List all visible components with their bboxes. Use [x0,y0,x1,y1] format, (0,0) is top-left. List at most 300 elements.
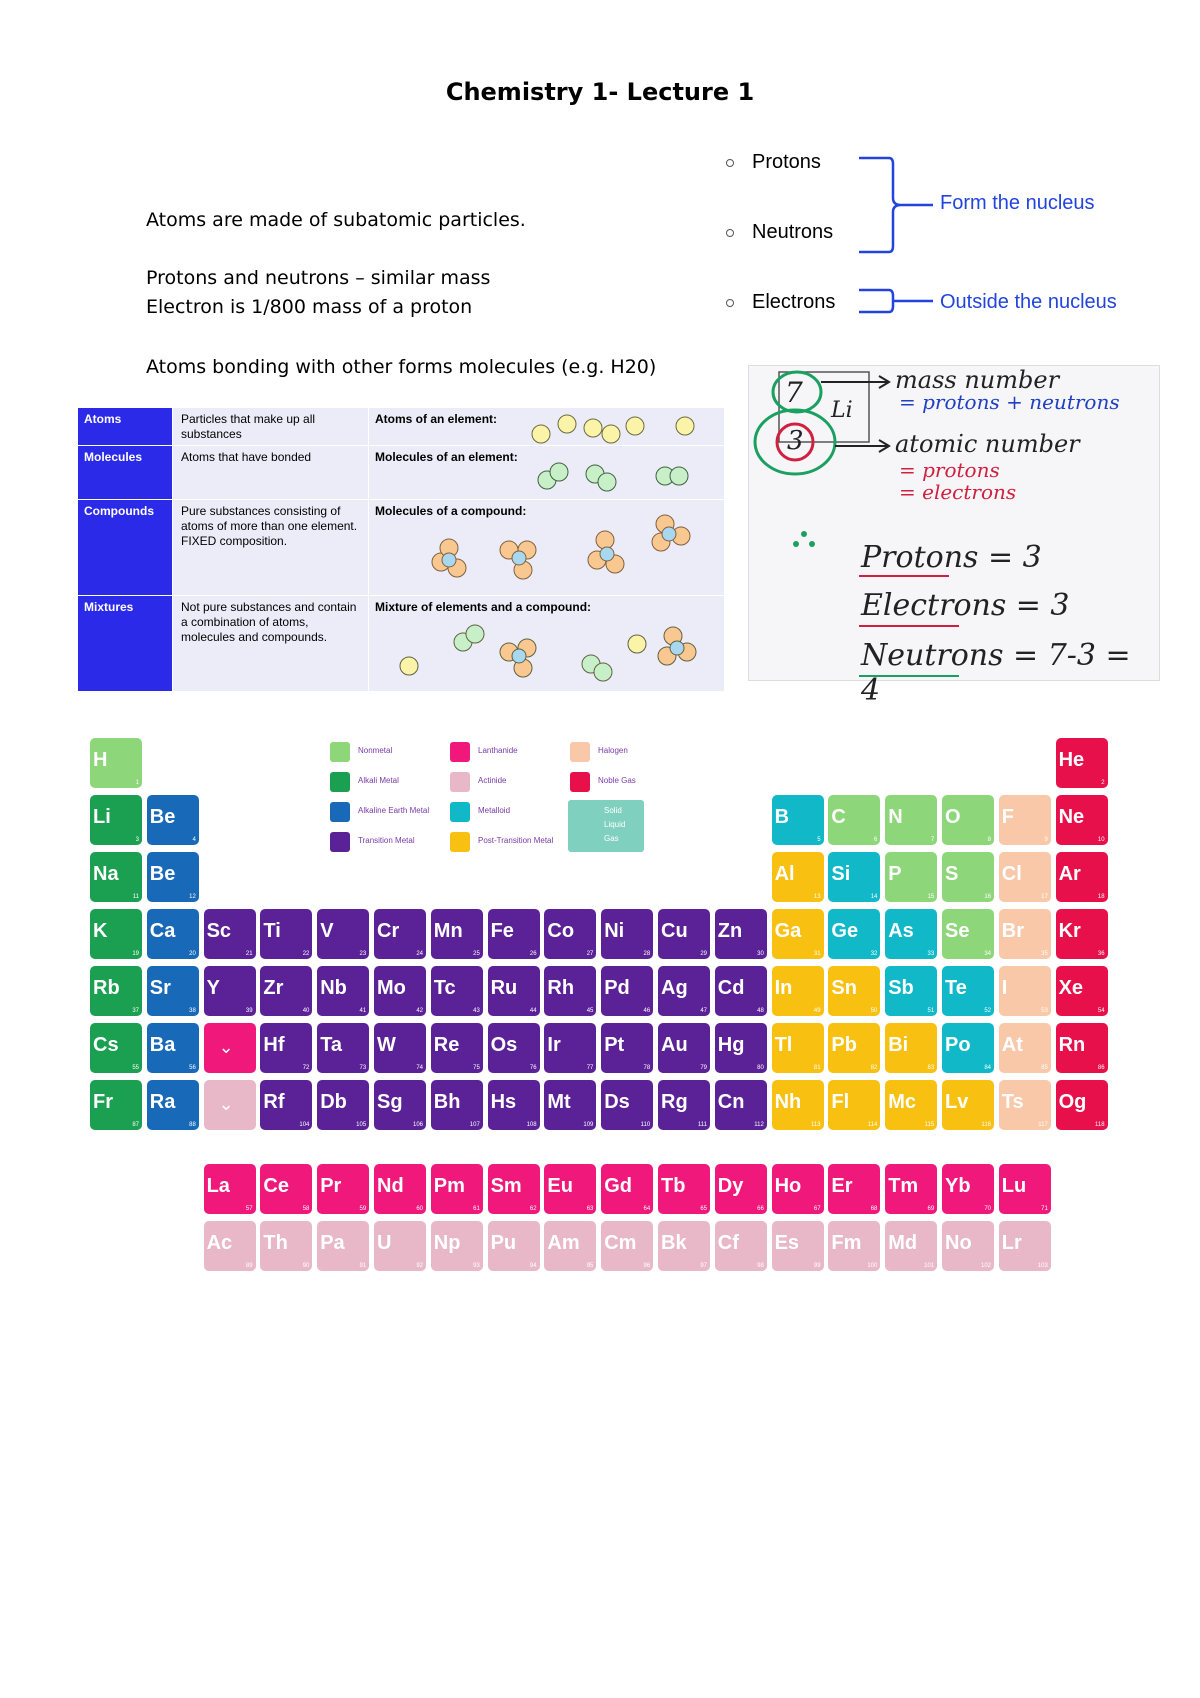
matter-types-table [78,408,724,692]
atomic-number: 57 [245,1206,253,1212]
element-symbol: I [1001,977,1008,999]
element-nb [317,966,369,1016]
element-tl [772,1023,824,1073]
nucleus-label: Form the nucleus [940,192,1095,214]
atomic-number: 84 [984,1065,991,1071]
element-symbol: Pa [320,1232,345,1254]
atomic-number: 39 [245,1008,253,1014]
atomic-number-eq-protons: = protons [899,458,1000,482]
element-symbol: Lr [1001,1232,1022,1254]
atomic-number: 114 [867,1122,878,1128]
atomic-number: 88 [189,1122,196,1128]
element-symbol: Au [661,1034,688,1056]
element-symbol: Mo [377,977,406,999]
brace-icon [855,150,935,320]
element-rb [90,966,142,1016]
element-k [90,909,142,959]
bullet-icon [726,159,734,167]
mass-number-equation: = protons + neutrons [899,390,1120,414]
term-cell: Mixtures [78,596,172,692]
element-eu [544,1164,596,1214]
element-symbol: F [1001,806,1015,828]
element-tm [885,1164,937,1214]
element-no [942,1221,994,1271]
legend-label: Lanthanide [478,746,518,755]
atomic-number: 15 [927,894,935,900]
element-symbol: Er [831,1175,853,1197]
element-zn [715,909,767,959]
element-symbol: Ba [149,1034,176,1056]
element-i [999,966,1051,1016]
term-cell: Atoms [78,408,172,446]
element-symbol: Be [149,806,176,828]
protons-result: Protons = 3 [861,540,1042,575]
element-symbol: Rf [263,1091,285,1113]
atomic-number: 74 [416,1065,423,1071]
atomic-number: 26 [529,951,537,957]
atomic-number: 68 [870,1206,878,1212]
element-symbol: Bi [888,1034,909,1056]
element-symbol: Rn [1058,1034,1086,1056]
element-symbol: Tl [774,1034,793,1056]
atomic-number: 94 [529,1263,537,1269]
element-symbol: Cl [1001,863,1022,885]
element-symbol: Th [263,1232,288,1254]
atomic-number: 16 [984,894,991,900]
atomic-number: 97 [700,1263,707,1269]
element-symbol: U [377,1232,392,1254]
atomic-number: 40 [302,1008,310,1014]
element-pu [488,1221,540,1271]
element-symbol: Ta [320,1034,343,1056]
element-v [317,909,369,959]
element-symbol: Pd [604,977,630,999]
atomic-number: 51 [927,1008,935,1014]
atomic-number: 5 [817,837,821,843]
bullet-icon [726,299,734,307]
element-symbol: Be [149,863,176,885]
element-al [772,852,824,902]
element-symbol: O [945,806,961,828]
element-symbol: Tc [433,977,456,999]
element-db [317,1080,369,1130]
element-ti [260,909,312,959]
intro-line-2: Protons and neutrons – similar mass [146,267,491,289]
atomic-number: 44 [529,1008,537,1014]
element-symbol: Sr [149,977,171,999]
atomic-number: 66 [757,1206,764,1212]
element-symbol: Am [547,1232,580,1254]
atomic-number: 56 [189,1065,196,1071]
element-symbol: Y [206,977,220,999]
element-symbol: Ti [263,920,281,942]
atomic-number: 30 [757,951,764,957]
element-symbol: Ni [604,920,625,942]
atomic-number: 19 [132,951,139,957]
element-symbol: Cr [377,920,400,942]
legend-swatch-lanthanide [450,742,470,762]
element-si [828,852,880,902]
element-dy [715,1164,767,1214]
element-sn [828,966,880,1016]
element-sb [885,966,937,1016]
atomic-number: 9 [1044,837,1048,843]
element-yb [942,1164,994,1214]
element-symbol: Fe [490,920,514,942]
atomic-number: 23 [359,951,367,957]
element-symbol: Es [774,1232,800,1254]
legend-swatch-alkaline [330,802,350,822]
atomic-number: 6 [874,837,878,843]
element-bh [431,1080,483,1130]
compound-illustration [369,500,725,596]
element-ac [204,1221,256,1271]
element-symbol: Ag [661,977,688,999]
element-mn [431,909,483,959]
particle-protons: Protons [726,151,821,174]
legend-swatch-noble [570,772,590,792]
atomic-number: 118 [1095,1122,1105,1128]
element-symbol: Sm [490,1175,522,1197]
atomic-number: 78 [643,1065,651,1071]
atomic-number: 2 [1101,780,1105,786]
element-symbol: Fm [831,1232,862,1254]
element-symbol: Rg [661,1091,688,1113]
example-cell: Mixture of elements and a compound: [368,596,724,692]
element-ho [772,1164,824,1214]
particle-neutrons: Neutrons [726,221,833,244]
element-nh [772,1080,824,1130]
element-symbol: Cs [93,1034,119,1056]
atomic-number: 22 [302,951,310,957]
element-ca [147,909,199,959]
legend-label: Halogen [598,746,628,755]
atomic-number: 63 [586,1206,594,1212]
atomic-number: 47 [700,1008,707,1014]
element-re [431,1023,483,1073]
state-liquid: Liquid [604,820,626,829]
element-symbol: Zr [263,977,284,999]
element-symbol: N [888,806,903,828]
element-sg [374,1080,426,1130]
atomic-number: 65 [700,1206,707,1212]
legend-swatch-halogen [570,742,590,762]
element-ra [147,1080,199,1130]
element-og [1056,1080,1108,1130]
element-sc [204,909,256,959]
atomic-number: 91 [359,1263,367,1269]
element-u [374,1221,426,1271]
element-symbol: Ac [206,1232,233,1254]
atomic-number: 28 [643,951,651,957]
mixture-illustration [369,596,725,692]
element-symbol: Cn [717,1091,745,1113]
atomic-number: 105 [356,1122,367,1128]
element-symbol: Ds [604,1091,630,1113]
element-es [772,1221,824,1271]
element-symbol: Np [433,1232,461,1254]
element-at [999,1023,1051,1073]
state-gas: Gas [604,834,619,843]
element-ag [658,966,710,1016]
element-w [374,1023,426,1073]
element-symbol: Br [1001,920,1025,942]
atomic-number: 103 [1037,1263,1048,1269]
element-symbol: Fr [93,1091,113,1113]
element-symbol: Sn [831,977,857,999]
element-symbol: W [377,1034,396,1056]
element-symbol: In [774,977,793,999]
element-symbol: Pm [433,1175,465,1197]
element-symbol: Cd [717,977,745,999]
atomic-number: 29 [700,951,707,957]
legend-label: Metalloid [478,806,511,815]
element-symbol: K [93,920,108,942]
atomic-number: 83 [927,1065,935,1071]
element-symbol: Rh [547,977,575,999]
atomic-number: 53 [1041,1008,1048,1014]
legend-label: Alkaline Earth Metal [358,806,430,815]
element-symbol: Ga [774,920,802,942]
table-row [78,408,724,446]
element-symbol: S [945,863,959,885]
element-h [90,738,142,788]
element-kr [1056,909,1108,959]
definition-cell: Not pure substances and contain a combination of atoms, molecules and compounds. [172,596,368,692]
element-la [204,1164,256,1214]
bullet-icon [726,229,734,237]
atomic-number: 33 [927,951,935,957]
element-ar [1056,852,1108,902]
element-cd [715,966,767,1016]
element-md [885,1221,937,1271]
atomic-number: 46 [643,1008,651,1014]
element-symbol: La [206,1175,230,1197]
atomic-number: 48 [757,1008,764,1014]
element-c [828,795,880,845]
element-ta [317,1023,369,1073]
state-solid: Solid [604,806,622,815]
atomic-number-eq-electrons: = electrons [899,480,1017,504]
element-be [147,852,199,902]
element-er [828,1164,880,1214]
definition-cell: Atoms that have bonded [172,446,368,500]
legend-swatch-transition [330,832,350,852]
element-nd [374,1164,426,1214]
atomic-number: 93 [473,1263,480,1269]
element-symbol: Se [945,920,970,942]
element-rn [1056,1023,1108,1073]
element-symbol: Li [831,398,853,423]
element-gd [601,1164,653,1214]
element-be [147,795,199,845]
element-cf [715,1221,767,1271]
legend-swatch-post [450,832,470,852]
atomic-number: 85 [1041,1065,1048,1071]
atomic-number: 80 [757,1065,764,1071]
element-symbol: Hg [717,1034,745,1056]
element-symbol: Si [831,863,851,885]
atomic-number: 73 [359,1065,367,1071]
atomic-number: 14 [870,894,878,900]
element-symbol: Ge [831,920,859,942]
table-row [78,500,724,596]
atomic-number: 92 [416,1263,423,1269]
element-ba [147,1023,199,1073]
element-lu [999,1164,1051,1214]
states-key [568,800,644,852]
element-p [885,852,937,902]
atomic-number: 77 [586,1065,594,1071]
element-ts [999,1080,1051,1130]
legend-label: Alkali Metal [358,776,399,785]
element-symbol: Ra [149,1091,176,1113]
element-fm [828,1221,880,1271]
element-symbol: Ir [547,1034,561,1056]
element-cu [658,909,710,959]
element-bi [885,1023,937,1073]
element-symbol: Yb [945,1175,971,1197]
element-as [885,909,937,959]
atomic-number: 67 [813,1206,821,1212]
element-symbol: Mc [888,1091,916,1113]
molecules-illustration [369,446,725,500]
atomic-number: 82 [870,1065,878,1071]
whiteboard-photo [748,365,1160,708]
atomic-number: 55 [132,1065,139,1071]
element-fl [828,1080,880,1130]
element-sr [147,966,199,1016]
element-symbol: Zn [717,920,743,942]
element-sm [488,1164,540,1214]
atomic-number: 76 [529,1065,537,1071]
intro-line-1: Atoms are made of subatomic particles. [146,209,526,231]
element-symbol: Sb [888,977,914,999]
element-ga [772,909,824,959]
intro-line-4: Atoms bonding with other forms molecules (e.g. H20) [146,356,657,378]
element-na [90,852,142,902]
atomic-number: 108 [526,1122,537,1128]
element-rh [544,966,596,1016]
example-cell: Atoms of an element: [368,408,724,446]
element-symbol: Tm [888,1175,919,1197]
element-lv [942,1080,994,1130]
atomic-number: 11 [132,894,139,900]
element-symbol: Pt [604,1034,625,1056]
element-symbol: Md [888,1232,918,1254]
element-rg [658,1080,710,1130]
element-o [942,795,994,845]
element-symbol: Po [945,1034,971,1056]
table-row [78,446,724,500]
atomic-number: 113 [811,1122,821,1128]
element-symbol: Nd [377,1175,404,1197]
atomic-number: 52 [984,1008,991,1014]
element-symbol: B [774,806,790,828]
outside-nucleus-label: Outside the nucleus [940,291,1117,313]
electrons-result: Electrons = 3 [861,588,1070,623]
element-au [658,1023,710,1073]
atomic-number: 18 [1097,894,1105,900]
atomic-number: 49 [813,1008,821,1014]
element-symbol: P [888,863,902,885]
element-in [772,966,824,1016]
element-symbol: Cu [661,920,688,942]
element-mo [374,966,426,1016]
element-th [260,1221,312,1271]
element-symbol: Te [945,977,967,999]
element-cr [374,909,426,959]
atomic-number: 34 [984,951,991,957]
table-row [78,596,724,692]
element-cl [999,852,1051,902]
atomic-number: 43 [473,1008,480,1014]
element-hg [715,1023,767,1073]
element-s [942,852,994,902]
atomic-number: 87 [132,1122,139,1128]
atoms-illustration [369,408,725,446]
mass-number-value: 7 [785,376,803,409]
element-symbol: Lu [1001,1175,1027,1197]
atomic-number: 59 [359,1206,367,1212]
element-symbol: Bh [433,1091,461,1113]
atomic-number: 79 [700,1065,707,1071]
element-tb [658,1164,710,1214]
element-symbol: Ce [263,1175,289,1197]
element-xe [1056,966,1108,1016]
element-symbol: Ru [490,977,518,999]
atomic-number: 10 [1097,837,1105,843]
element-symbol: Ar [1058,863,1081,885]
atomic-number: 101 [924,1263,935,1269]
atomic-number: 75 [473,1065,480,1071]
element-symbol: Rb [93,977,120,999]
actinide-placeholder [204,1080,256,1130]
element-ru [488,966,540,1016]
element-fe [488,909,540,959]
atomic-number: 86 [1097,1065,1105,1071]
element-symbol: Kr [1058,920,1081,942]
element-pd [601,966,653,1016]
legend-swatch-alkali [330,772,350,792]
atomic-number: 60 [416,1206,423,1212]
element-mc [885,1080,937,1130]
element-zr [260,966,312,1016]
element-pb [828,1023,880,1073]
mass-number-label: mass number [895,366,1060,394]
atomic-number: 71 [1041,1206,1048,1212]
definition-cell: Particles that make up all substances [172,408,368,446]
element-symbol: Ne [1058,806,1085,828]
element-cs [90,1023,142,1073]
atomic-number: 4 [192,837,196,843]
legend-label: Nonmetal [358,746,393,755]
atomic-number: 12 [189,894,196,900]
atomic-number: 17 [1041,894,1048,900]
atomic-number: 117 [1038,1122,1048,1128]
element-symbol: Re [433,1034,460,1056]
element-symbol: As [888,920,914,942]
atomic-number: 58 [302,1206,310,1212]
atomic-number: 27 [586,951,594,957]
element-symbol: Dy [717,1175,744,1197]
element-symbol: Pr [320,1175,342,1197]
example-cell: Molecules of an element: [368,446,724,500]
term-cell: Compounds [78,500,172,596]
atomic-number: 89 [245,1263,253,1269]
atomic-number: 107 [469,1122,480,1128]
atomic-number: 3 [135,837,139,843]
